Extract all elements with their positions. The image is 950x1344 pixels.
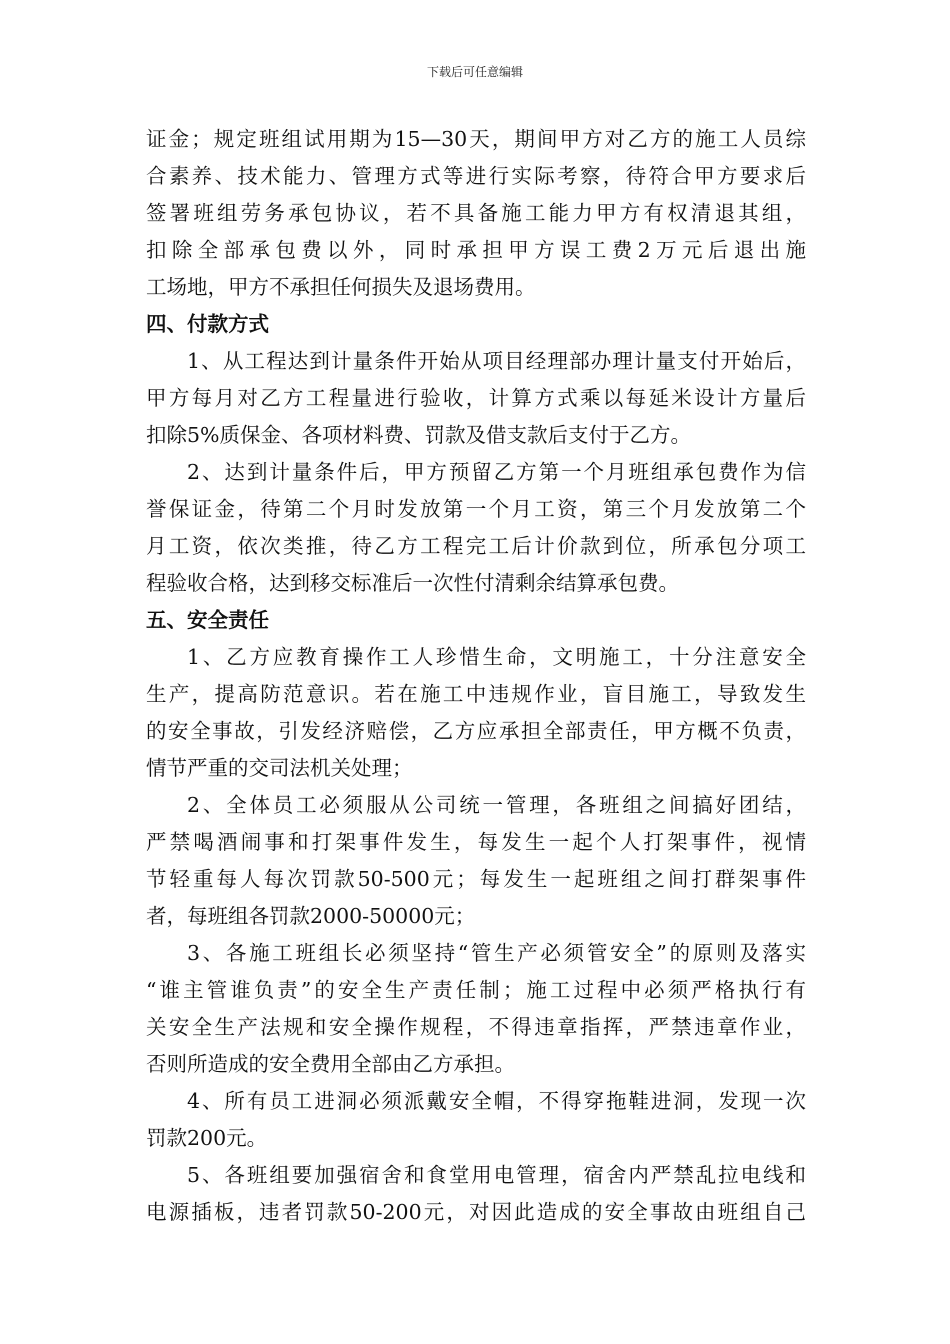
paragraph-line: 者，每班组各罚款2000-50000元； bbox=[146, 904, 476, 928]
paragraph-line: 扣除全部承包费以外，同时承担甲方误工费2万元后退出施 bbox=[146, 238, 806, 262]
paragraph-line: 3、各施工班组长必须坚持“管生产必须管安全”的原则及落实 bbox=[187, 941, 806, 965]
paragraph-line: 5、各班组要加强宿舍和食堂用电管理，宿舍内严禁乱拉电线和 bbox=[187, 1163, 806, 1187]
paragraph-line: “谁主管谁负责”的安全生产责任制；施工过程中必须严格执行有 bbox=[146, 978, 806, 1002]
paragraph-line: 否则所造成的安全费用全部由乙方承担。 bbox=[146, 1052, 515, 1076]
paragraph-line: 1、乙方应教育操作工人珍惜生命，文明施工，十分注意安全 bbox=[187, 645, 806, 669]
paragraph-line: 甲方每月对乙方工程量进行验收，计算方式乘以每延米设计方量后 bbox=[146, 386, 806, 410]
paragraph-line: 生产，提高防范意识。若在施工中违规作业，盲目施工，导致发生 bbox=[146, 682, 806, 706]
paragraph-line: 誉保证金，待第二个月时发放第一个月工资，第三个月发放第二个 bbox=[146, 497, 806, 521]
paragraph-line: 电源插板，违者罚款50-200元，对因此造成的安全事故由班组自己 bbox=[146, 1200, 806, 1224]
page-header: 下载后可任意编辑 bbox=[426, 65, 523, 79]
paragraph-line: 2、达到计量条件后，甲方预留乙方第一个月班组承包费作为信 bbox=[187, 460, 806, 484]
paragraph-line: 情节严重的交司法机关处理； bbox=[146, 756, 413, 780]
paragraph-line: 工场地，甲方不承担任何损失及退场费用。 bbox=[146, 275, 536, 299]
paragraph-line: 罚款200元。 bbox=[146, 1126, 268, 1150]
document-body bbox=[146, 121, 806, 1231]
paragraph-line: 扣除5%质保金、各项材料费、罚款及借支款后支付于乙方。 bbox=[146, 423, 692, 447]
paragraph-line: 关安全生产法规和安全操作规程，不得违章指挥，严禁违章作业， bbox=[146, 1015, 806, 1039]
paragraph-line: 证金；规定班组试用期为15—30天，期间甲方对乙方的施工人员综 bbox=[146, 127, 806, 151]
paragraph-line: 月工资，依次类推，待乙方工程完工后计价款到位，所承包分项工 bbox=[146, 534, 806, 558]
paragraph-line: 4、所有员工进洞必须派戴安全帽，不得穿拖鞋进洞，发现一次 bbox=[187, 1089, 806, 1113]
paragraph-line: 的安全事故，引发经济赔偿，乙方应承担全部责任，甲方概不负责， bbox=[146, 719, 806, 743]
paragraph-line: 签署班组劳务承包协议，若不具备施工能力甲方有权清退其组， bbox=[146, 201, 806, 225]
paragraph-line: 1、从工程达到计量条件开始从项目经理部办理计量支付开始后， bbox=[187, 349, 806, 373]
paragraph-line: 程验收合格，达到移交标准后一次性付清剩余结算承包费。 bbox=[146, 571, 679, 595]
paragraph-line: 节轻重每人每次罚款50-500元；每发生一起班组之间打群架事件 bbox=[146, 867, 806, 891]
paragraph-line: 合素养、技术能力、管理方式等进行实际考察，待符合甲方要求后 bbox=[146, 164, 806, 188]
paragraph-line: 2、全体员工必须服从公司统一管理，各班组之间搞好团结， bbox=[187, 793, 806, 817]
section-heading: 四、付款方式 bbox=[146, 312, 269, 336]
paragraph-line: 严禁喝酒闹事和打架事件发生，每发生一起个人打架事件，视情 bbox=[146, 830, 806, 854]
section-heading: 五、安全责任 bbox=[146, 608, 269, 632]
